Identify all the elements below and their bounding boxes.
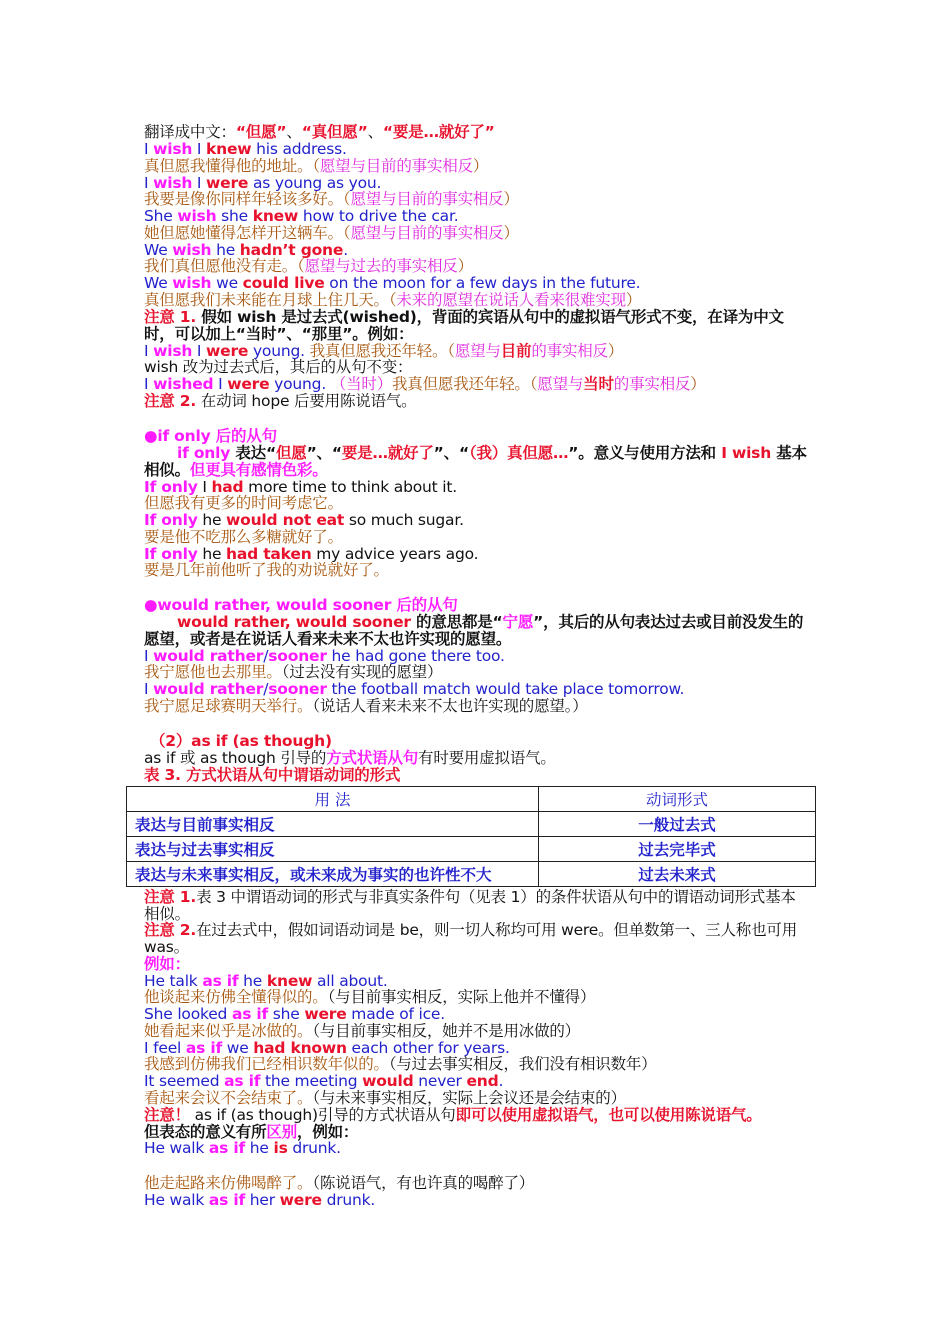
table-row [127,812,816,837]
would-rather-desc [144,614,809,648]
table-cell: 过去未来式 [539,862,816,887]
en-text: young. [248,342,305,360]
keyword: I wish [721,444,772,462]
en-text: all about. [312,972,388,990]
note-after-2 [144,922,809,956]
note: （与未来事实相反，实际上会议还是会结束的） [312,1089,626,1107]
en-text: his address. [251,140,347,158]
note-text: as if (as though)引导的方式状语从句 [189,1106,456,1124]
en-text: we [211,274,243,292]
en-text: we [222,1039,254,1057]
zh-text: 看起来会议不会结束了。 [144,1089,313,1107]
desc-text: ”、“ [306,444,342,462]
note-text: ，例如： [297,1123,359,1141]
en-text: I [144,174,154,192]
if-only-example-zh: 要是他不吃那么多糖就好了。 [144,528,343,546]
wish-example-en [144,208,458,225]
paren: （ [447,342,455,360]
en-text: We [144,241,173,259]
wish-example-zh [144,191,519,208]
verb: had taken [226,545,312,563]
as-if-example-en [144,1073,503,1090]
en-text: he [197,511,227,529]
en-text: I [144,647,154,665]
en-text: He walk [144,1139,209,1157]
en-text: so much sugar. [344,511,464,529]
en-text: I [144,140,154,158]
as-if-intro [144,750,556,767]
zh-text: 他走起路来仿佛喝醉了。 [144,1174,313,1192]
en-text: I [213,375,228,393]
paren: （ [388,291,397,309]
would-rather-example-zh [144,698,588,715]
zh-text: 真但愿我懂得他的地址。 [144,157,313,175]
note-label: 注意 1. [144,308,197,326]
zh-text: 他谈起来仿佛全懂得似的。 [144,988,328,1006]
table-row [127,862,816,887]
quote: 宁愿 [502,613,534,631]
note-text: 在过去式中，假如词语动词是 be，则一切人称均可用 were。但单数第一、三人称也可用 was。 [144,921,797,956]
en-text: We [144,274,173,292]
table-cell: 一般过去式 [539,812,816,837]
would-rather-example-en [144,681,684,698]
intro-line [144,124,495,141]
table-title: 表 3. 方式状语从句中谓语动词的形式 [144,766,401,784]
intro-quote-1: “但愿” [235,123,287,141]
desc-text: ”。意义与使用方法和 [568,444,722,462]
en-text: I feel [144,1039,186,1057]
keyword: wish [153,174,193,192]
verb: could live [242,274,325,292]
en-text: / [263,647,269,665]
en-text: drunk. [287,1139,341,1157]
verb: end [466,1072,499,1090]
en-text: never [413,1072,467,1090]
paren: ） [472,157,489,175]
note-text: 在动词 hope 后要用陈说语气。 [196,392,417,410]
table-row [127,837,816,862]
en-text: I [192,140,207,158]
quote: 但愿 [275,444,307,462]
en-text: as young as you. [248,174,382,192]
desc-text: ”、“ [433,444,469,462]
en-text: she [216,207,253,225]
keyword: sooner [268,680,327,698]
keyword: wished [153,375,214,393]
en-text: her [245,1191,280,1209]
note-text: 表 3 中谓语动词的形式与非真实条件句（见表 1）的条件状语从句中的谓语动词形式基本相似。 [144,888,796,923]
note-1-example-2 [144,376,706,393]
as-if-example-en [144,1006,445,1023]
en-text: more time to think about it. [243,478,457,496]
en-text: . [498,1072,504,1090]
note-emph: 区别 [266,1123,298,1141]
note: 愿望与目前的事实相反 [319,157,473,175]
table-cell: 过去完毕式 [539,837,816,862]
en-text: how to drive the car. [298,207,459,225]
keyword: as if [208,1139,246,1157]
if-only-example-zh: 但愿我有更多的时间考虑它。 [144,494,343,512]
paren: （ [529,375,538,393]
note-1 [144,309,809,343]
final-example-en [144,1192,375,1209]
verb: is [273,1139,288,1157]
intro-text: 有时要用虚拟语气。 [418,749,556,767]
wish-example-en [144,141,347,158]
final-example-en [144,1140,341,1157]
verb: knew [266,972,313,990]
table-header-row [127,787,816,812]
paren: （ [342,190,351,208]
keyword: wish [153,140,193,158]
en-text: drunk. [321,1191,376,1209]
paren: （ [312,157,320,175]
if-only-heading: ●if only 后的从句 [144,427,277,445]
en-text: the meeting [260,1072,363,1090]
en-text: he [211,241,240,259]
keyword: sooner [268,647,327,665]
paren: （ [297,257,305,275]
final-example-zh [144,1175,534,1192]
keyword: as if [231,1005,269,1023]
verb: would not eat [226,511,345,529]
paren: ） [503,190,519,208]
example-label: 例如： [144,955,190,973]
en-text: I [144,375,154,393]
en-text: I [192,174,207,192]
note-emph: 当时 [583,375,614,393]
emphasis: 但更具有感情色彩。 [189,461,328,479]
verb: were [206,342,249,360]
en-text: she [268,1005,305,1023]
note: 未来的愿望在说话人看来很难实现 [396,291,626,309]
wish-example-zh [144,225,519,242]
en-text: each other for years. [346,1039,510,1057]
note-1-mid: wish 改为过去式后，其后的从句不变： [144,358,413,376]
verb: were [227,375,270,393]
en-text: he had gone there too. [326,647,505,665]
note: （与过去事实相反，我们没有相识数年） [388,1055,657,1073]
verb: would [362,1072,414,1090]
en-text: young. [269,375,327,393]
as-if-example-zh [144,1090,626,1107]
en-text: I [197,478,212,496]
intro-text: as if 或 as though 引导的 [144,749,327,767]
en-text: the football match would take place tomorrow. [326,680,685,698]
en-text: I [144,342,154,360]
zh-text: 我宁愿他也去那里。 [144,663,282,681]
keyword: wish [153,342,193,360]
note: （与目前事实相反，实际上他并不懂得） [327,988,596,1006]
paren: （ [342,224,351,242]
note-label: 注意！ [144,1106,190,1124]
note: 的事实相反 [531,342,608,360]
as-if-example-zh [144,1056,656,1073]
desc-text: ”，其后的从句表达过去或目前没发生的愿望，或者是在说话人看来未来不太也许实现的愿望。 [144,613,804,648]
keyword: as if [208,1191,246,1209]
note-emph: 目前 [500,342,532,360]
keyword: If only [144,511,198,529]
en-text: on the moon for a few days in the future. [324,274,641,292]
note: （与目前事实相反，她并不是用冰做的） [312,1022,580,1040]
desc-text: 表达“ [230,444,276,462]
zh-text: 我宁愿足球赛明天举行。 [144,697,313,715]
en-text: my advice years ago. [311,545,479,563]
note: （过去没有实现的愿望） [281,663,443,681]
note-label: 注意 2. [144,392,197,410]
verb: hadn’t gone [239,241,344,259]
zh-text: 她但愿她懂得怎样开这辆车。 [144,224,343,242]
wish-example-zh [144,158,488,175]
en-text: . [343,241,348,259]
zh-text: 我真但愿我还年轻。 [392,375,530,393]
table-header-cell: 用 法 [127,787,539,812]
as-if-example-zh [144,1023,580,1040]
en-text: I [144,680,154,698]
en-text: She looked [144,1005,232,1023]
would-rather-heading: ●would rather, would sooner 后的从句 [144,596,458,614]
desc-text: 的意思都是“ [410,613,503,631]
if-only-example-en [144,512,464,529]
zh-text: 我真但愿我还年轻。 [304,342,448,360]
as-if-example-zh [144,989,595,1006]
table-cell: 表达与未来事实相反，或未来成为事实的也许性不大 [127,862,539,887]
en-text: He walk [144,1191,209,1209]
note: 的事实相反 [613,375,691,393]
would-rather-example-zh [144,664,442,681]
note-after-1 [144,889,809,923]
wish-example-en [144,275,640,292]
table-cell: 表达与过去事实相反 [127,837,539,862]
intro-quote-2: “真但愿” [301,123,368,141]
keyword: would rather, would sooner [177,613,411,631]
en-text: he [245,1139,274,1157]
verb: were [279,1191,322,1209]
if-only-example-zh: 要是几年前他听了我的劝说就好了。 [144,561,389,579]
note: 愿望与目前的事实相反 [350,224,504,242]
keyword: as if [224,1072,261,1090]
wish-example-zh [144,292,641,309]
paren: ） [607,342,624,360]
wish-example-zh [144,258,473,275]
intro-quote-3: “要是…就好了” [382,123,495,141]
note-label: 注意 1. [144,888,197,906]
final-note [144,1107,762,1124]
zh-text: 我要是像你同样年轻该多好。 [144,190,343,208]
zh-text: 她看起来似乎是冰做的。 [144,1022,313,1040]
verb-form-table [126,786,816,887]
verb: knew [252,207,299,225]
note-text: 假如 wish 是过去式(wished)，背面的宾语从句中的虚拟语气形式不变，在译为中文时，可以加上“当时”、“那里”。例如： [144,308,784,343]
note-emph: 即可以使用虚拟语气，也可以使用陈说语气。 [455,1106,762,1124]
if-only-desc [144,445,809,479]
en-text: he [238,972,267,990]
paren: ） [457,257,473,275]
paren: ） [503,224,519,242]
keyword: would rather [153,680,264,698]
verb: had known [253,1039,347,1057]
note: 愿望与 [454,342,501,360]
table-cell: 表达与目前事实相反 [127,812,539,837]
paren: ） [625,291,642,309]
zh-text: （当时） [326,375,392,393]
quote: （我）真但愿… [468,444,569,462]
intro-sep: 、 [367,123,383,141]
zh-text: 我感到仿佛我们已经相识数年似的。 [144,1055,389,1073]
keyword: wish [177,207,217,225]
verb: had [211,478,244,496]
note-label: 注意 2. [144,921,197,939]
note: 愿望与过去的事实相反 [304,257,458,275]
zh-text: 真但愿我们未来能在月球上住几天。 [144,291,389,309]
intro-prefix: 翻译成中文： [144,123,236,141]
en-text: It seemed [144,1072,225,1090]
paren: ） [690,375,706,393]
keyword: If only [144,545,198,563]
en-text: he [197,545,227,563]
keyword: wish [172,274,212,292]
keyword: as if [202,972,239,990]
en-text: She [144,207,178,225]
note: （陈说语气，有也许真的喝醉了） [312,1174,535,1192]
note: 愿望与目前的事实相反 [350,190,504,208]
quote: 要是…就好了 [341,444,434,462]
as-if-heading: （2）as if (as though) [150,732,332,750]
note: （说话人看来未来不太也许实现的愿望。） [312,697,588,715]
keyword: as if [185,1039,223,1057]
note: 愿望与 [537,375,584,393]
en-text: I [192,342,207,360]
keyword: wish [172,241,212,259]
keyword: would rather [153,647,264,665]
zh-text: 我们真但愿他没有走。 [144,257,298,275]
desc-text: 基本相似。 [144,444,807,479]
keyword: 方式状语从句 [326,749,419,767]
note-text: 但表态的意义有所 [144,1123,267,1141]
en-text: He talk [144,972,203,990]
keyword: If only [144,478,198,496]
en-text: / [263,680,269,698]
table-header-cell: 动词形式 [539,787,816,812]
verb: were [206,174,249,192]
intro-sep: 、 [286,123,302,141]
en-text: made of ice. [346,1005,445,1023]
verb: were [304,1005,347,1023]
keyword: if only [177,444,231,462]
note-2 [144,393,416,410]
verb: knew [206,140,252,158]
